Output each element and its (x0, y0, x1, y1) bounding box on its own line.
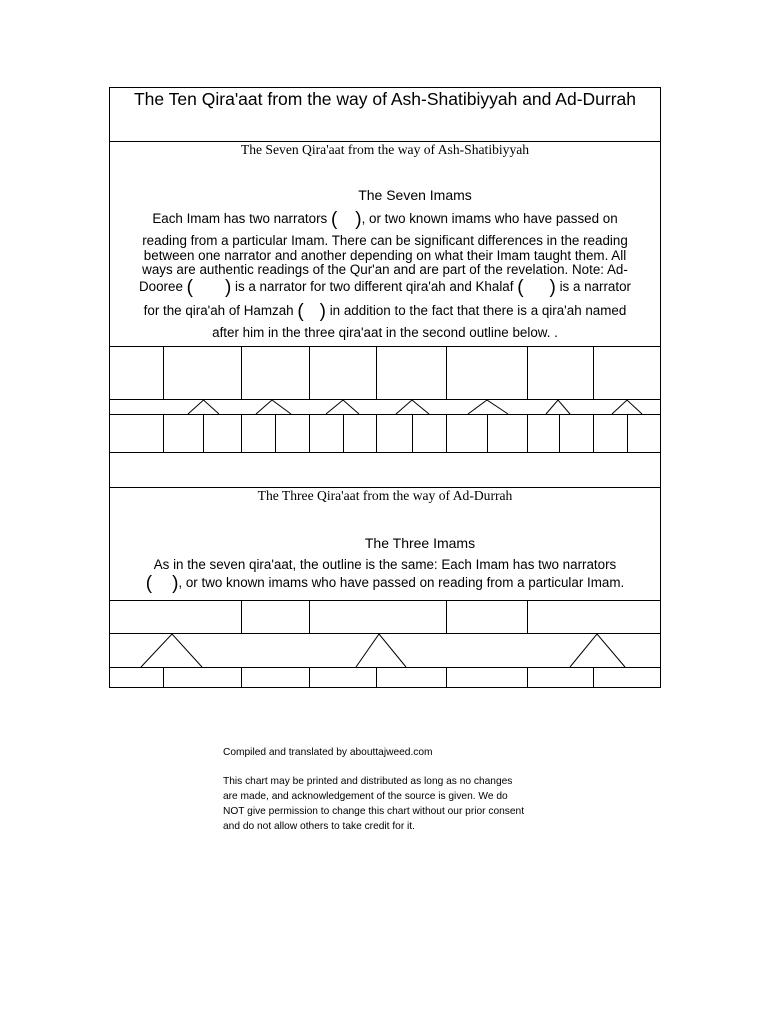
three-imams-title: The Three Imams (364, 535, 476, 551)
footer-permission: This chart may be printed and distributed as long as no changes are made, and acknowledgement of the source is given. We do NOT give permission to change this chart without our prior consent and do not allow others to take credit for it. (223, 776, 525, 832)
seven-section-heading: The Seven Qira'aat from the way of Ash-Shatibiyyah (240, 142, 530, 157)
seven-imams-title: The Seven Imams (358, 187, 472, 203)
footer-credit: Compiled and translated by abouttajweed.com (223, 746, 433, 758)
seven-description: Each Imam has two narrators ( ), or two known imams who have passed on reading from a particular Imam. There can be significant differences in the reading between one narrator and another depending on what their Imam taught them. All ways are authentic readings of the Qur'an and are part of the revelation. Note: Ad- Dooree ( ) is a narrator for two different qira'ah and Khalaf ( ) is a narrator for the qira'ah of Hamzah ( ) in addition to the fact that there is a qira'ah named after him in the three qira'aat in the second outline below. . (138, 209, 632, 340)
page-title: The Ten Qira'aat from the way of Ash-Shatibiyyah and Ad-Durrah (133, 89, 637, 109)
three-description: As in the seven qira'aat, the outline is the same: Each Imam has two narrators ( ), or two known imams who have passed on reading from a particular Imam. (145, 557, 625, 594)
three-section-heading: The Three Qira'aat from the way of Ad-Durrah (257, 488, 513, 503)
footer-notice (223, 731, 524, 849)
